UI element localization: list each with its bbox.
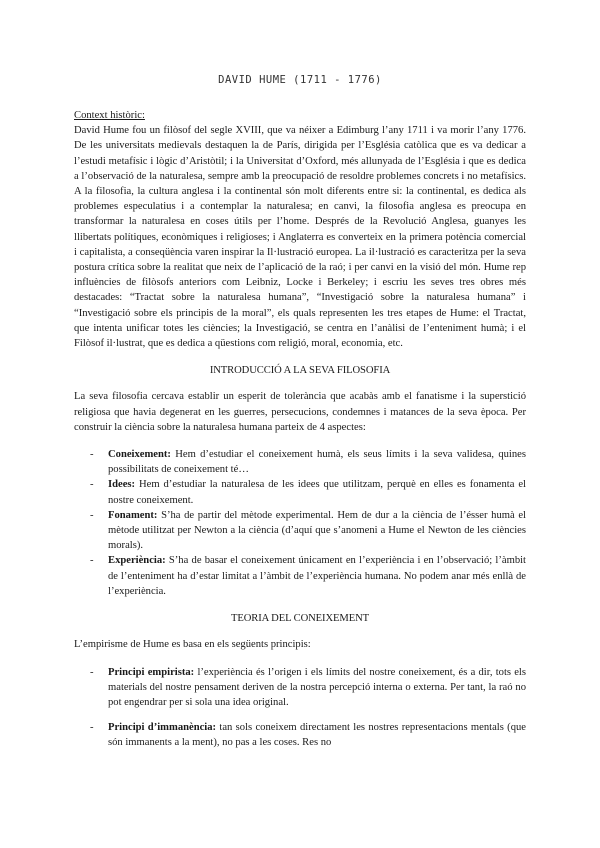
aspect-term: Coneixement: [108,449,171,461]
context-paragraph: David Hume fou un filòsof del segle XVIII, que va néixer a Edimburg l’any 1711 i va morir l’any 1776. De les universitats medievals destaquen la de París, dirigida per l’Església catòlica que es va dedicar a l’estudi metafísic i lògic d’Aristòtil; i la Universitat d’Oxford, més allunyada de l’Església i que es dedica a l’observació de la naturalesa, sempre amb la preocupació de resoldre problemes concrets i no metafísics. A la filosofia, la cultura anglesa i la continental són molt diferents entre si: la continental, es dedica als problemes especulatius i a contemplar la naturalesa; en canvi, la filosofia anglesa es preocupa en transformar la naturalesa en coses útils per l’home. Després de la Revolució Anglesa, guanyes les llibertats polítiques, econòmiques i religioses; i Anglaterra es converteix en la primera potència comercial i capitalista, a conseqüència varen inspirar la Il·lustració europea. La il·lustració es caracteritza per la seva postura crítica sobre la realitat que neix de l’aplicació de la raó; i per canvi en la visió del món. Hume rep influències de filòsofs anteriors com Leibniz, Locke i Berkeley; i escriu les seves tres obres més destacades: “Tractat sobre la naturalesa humana”, “Investigació sobre la naturalesa humana” i “Investigació sobre els principis de la moral”, els quals representen les tres etapes de Hume: el Tractat, que intenta unificar totes les ciències; la Investigació, se centra en l’anàlisi de l’enteniment humà; i el Filòsof il·lustrat, que es dedica a qüestions com religió, moral, economia, etc. [74,125,526,350]
list-item [90,665,526,711]
aspect-text: S’ha de partir del mètode experimental. Hem de dur a la ciència de l’ésser humà el mètode utilitzat per Newton a la ciència (d’aquí que s’anomeni a Hume el Newton de les ciències morals). [108,509,526,552]
intro-heading: INTRODUCCIÓ A LA SEVA FILOSOFIA [209,365,391,377]
aspect-text: Hem d’estudiar el coneixement humà, els seus límits i la seva validesa, quines possibilitats de coneixement té… [108,449,526,476]
list-item [90,720,526,750]
list-item [90,447,526,477]
principle-text: l’experiència és l’origen i els límits del nostre coneixement, és a dir, tots els materials del nostre pensament deriven de la nostra percepció interna o externa. Per tant, la raó no pot engendrar per si sola una idea original. [108,666,527,708]
principle-term: Principi d’immanència: [108,722,217,734]
theory-paragraph: L’empirisme de Hume es basa en els següents principis: [74,639,311,651]
aspect-term: Experiència: [108,555,166,567]
theory-heading: TEORIA DEL CONEIXEMENT [230,613,370,625]
principles-list [74,665,526,751]
aspect-term: Idees: [108,479,136,491]
list-item [90,553,526,599]
intro-paragraph: La seva filosofia cercava establir un esperit de tolerància que acabàs amb el fanatisme i la superstició religiosa que havia degenerat en les guerres, persecucions, condemnes i matances de la seva època. Per construir la ciència sobre la naturalesa humana parteix de 4 aspectes: [74,391,526,433]
aspect-text: S’ha de basar el coneixement únicament en l’experiència i en l’observació; l’àmbit de l’enteniment ha d’estar limitat a l’àmbit de l’experiència humana. No podem anar més enllà de l’experiència. [108,555,526,597]
document-body [74,108,526,751]
list-item [90,477,526,507]
context-label: Context històric: [74,110,145,121]
aspects-list [74,447,526,599]
list-item [90,508,526,554]
aspect-text: Hem d’estudiar la naturalesa de les idees que utilitzam, perquè en elles es fonamenta el nostre coneixement. [108,479,526,506]
aspect-term: Fonament: [108,509,158,521]
principle-text: tan sols coneixem directament les nostres representacions mentals (que són immanents a la ment), no pas a les coses. Res no [108,722,527,749]
page-title: DAVID HUME (1711 - 1776) [218,74,382,86]
principle-term: Principi empirista: [108,666,195,678]
